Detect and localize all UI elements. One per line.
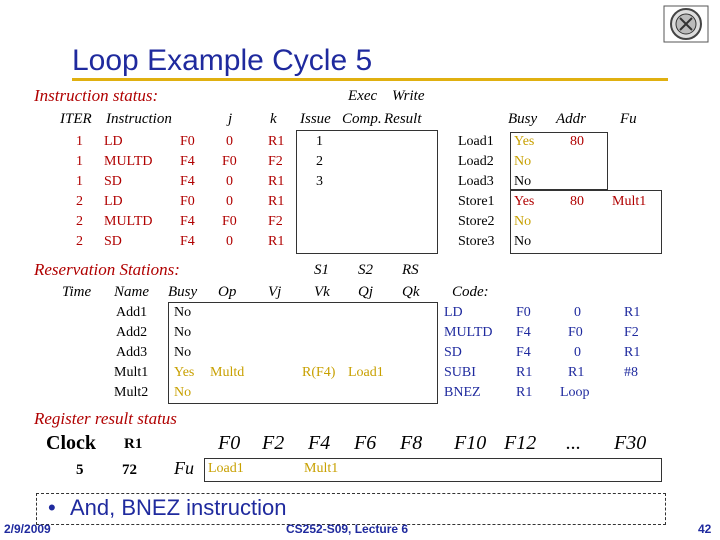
clock-label: Clock <box>46 432 96 454</box>
rs-busy: No <box>174 305 192 320</box>
reg-label: F0 <box>218 432 241 454</box>
code-arg: F0 <box>568 325 583 340</box>
r1-label: R1 <box>124 436 143 452</box>
buffer-busy: No <box>514 234 532 249</box>
buffer-busy: No <box>514 174 532 189</box>
rs-busy: No <box>174 325 192 340</box>
hdr-fu: Fu <box>620 111 637 127</box>
bullet-text: And, BNEZ instruction <box>70 495 287 520</box>
fu-label: Fu <box>174 458 194 478</box>
footer-page-number: 42 <box>698 522 712 536</box>
hdr-j: j <box>228 111 233 127</box>
is-iter: 2 <box>76 194 83 209</box>
hdr-busy: Busy <box>168 284 198 300</box>
hdr-qj: Qj <box>358 284 373 300</box>
reservation-stations-box <box>168 302 438 404</box>
is-k: F2 <box>268 214 283 229</box>
is-dst: F4 <box>180 154 195 169</box>
code-arg: Loop <box>560 385 590 400</box>
hdr-iter: ITER <box>60 111 92 127</box>
is-issue: 1 <box>316 134 323 149</box>
is-op: LD <box>104 134 123 149</box>
rs-busy: No <box>174 385 192 400</box>
code-arg: R1 <box>516 365 533 380</box>
footer-date: 2/9/2009 <box>4 522 51 536</box>
reg-label: F8 <box>400 432 423 454</box>
hdr-vj: Vj <box>268 284 282 300</box>
buffer-name: Store2 <box>458 214 495 229</box>
hdr-result: Result <box>384 111 422 127</box>
is-j: F0 <box>222 214 237 229</box>
rs-name: Add1 <box>116 305 148 320</box>
is-issue: 3 <box>316 174 323 189</box>
footer-course: CS252-S09, Lecture 6 <box>286 522 409 536</box>
rs-name: Mult2 <box>114 385 149 400</box>
is-op: MULTD <box>104 154 153 169</box>
is-j: 0 <box>226 194 233 209</box>
buffer-name: Store3 <box>458 234 495 249</box>
is-k: R1 <box>268 194 285 209</box>
code-op: BNEZ <box>444 385 481 400</box>
university-seal-icon <box>662 4 710 44</box>
rs-qj: Load1 <box>348 365 384 380</box>
is-k: R1 <box>268 174 285 189</box>
buffer-busy: No <box>514 154 532 169</box>
reg-value-f0: Load1 <box>208 461 244 476</box>
is-op: SD <box>104 174 122 189</box>
r1-value: 72 <box>122 462 137 478</box>
title-underline <box>72 78 668 81</box>
reg-label: ... <box>566 432 581 454</box>
hdr-addr: Addr <box>556 111 586 127</box>
hdr-k: k <box>270 111 277 127</box>
buffer-name: Store1 <box>458 194 495 209</box>
reg-value-f4: Mult1 <box>304 461 339 476</box>
buffer-fu: Mult1 <box>612 194 647 209</box>
reg-label: F4 <box>308 432 331 454</box>
hdr-s2: S2 <box>358 262 373 278</box>
rs-name: Mult1 <box>114 365 149 380</box>
hdr-issue: Issue <box>300 111 331 127</box>
is-op: SD <box>104 234 122 249</box>
is-issue: 2 <box>316 154 323 169</box>
hdr-instruction: Instruction <box>106 111 172 127</box>
is-dst: F0 <box>180 194 195 209</box>
reservation-stations-label: Reservation Stations: <box>34 260 180 279</box>
slide-title: Loop Example Cycle 5 <box>72 44 373 77</box>
buffer-busy: Yes <box>514 134 535 149</box>
hdr-name: Name <box>114 284 149 300</box>
code-op: LD <box>444 305 463 320</box>
reg-label: F30 <box>614 432 647 454</box>
code-arg: R1 <box>624 305 641 320</box>
hdr-rs: RS <box>402 262 419 278</box>
buffer-addr: 80 <box>570 134 584 149</box>
rs-name: Add2 <box>116 325 148 340</box>
reg-label: F6 <box>354 432 377 454</box>
is-dst: F4 <box>180 234 195 249</box>
is-k: R1 <box>268 234 285 249</box>
is-iter: 1 <box>76 134 83 149</box>
register-result-box <box>204 458 662 482</box>
buffer-busy: No <box>514 214 532 229</box>
code-arg: F4 <box>516 345 531 360</box>
hdr-vk: Vk <box>314 284 330 300</box>
is-iter: 1 <box>76 174 83 189</box>
reg-label: F2 <box>262 432 285 454</box>
rs-op: Multd <box>210 365 245 380</box>
reg-label: F10 <box>454 432 487 454</box>
is-iter: 2 <box>76 234 83 249</box>
code-arg: F2 <box>624 325 639 340</box>
is-iter: 1 <box>76 154 83 169</box>
code-op: MULTD <box>444 325 493 340</box>
code-arg: R1 <box>624 345 641 360</box>
instruction-status-label: Instruction status: <box>34 86 159 105</box>
buffer-name: Load1 <box>458 134 494 149</box>
register-result-status-label: Register result status <box>34 409 177 428</box>
is-j: F0 <box>222 154 237 169</box>
code-op: SUBI <box>444 365 476 380</box>
hdr-write: Write <box>392 88 425 104</box>
code-arg: 0 <box>574 305 581 320</box>
hdr-exec: Exec <box>348 88 378 104</box>
rs-busy: No <box>174 345 192 360</box>
hdr-busy: Busy <box>508 111 538 127</box>
buffer-addr: 80 <box>570 194 584 209</box>
reg-label: F12 <box>504 432 537 454</box>
is-op: MULTD <box>104 214 153 229</box>
is-j: 0 <box>226 134 233 149</box>
hdr-time: Time <box>62 284 92 300</box>
code-arg: #8 <box>624 365 638 380</box>
is-iter: 2 <box>76 214 83 229</box>
is-k: R1 <box>268 134 285 149</box>
hdr-s1: S1 <box>314 262 329 278</box>
hdr-code: Code: <box>452 284 489 300</box>
rs-vk: R(F4) <box>302 365 336 380</box>
bullet-marker: • <box>48 495 56 520</box>
is-dst: F0 <box>180 134 195 149</box>
rs-busy: Yes <box>174 365 195 380</box>
code-arg: F4 <box>516 325 531 340</box>
code-arg: R1 <box>516 385 533 400</box>
hdr-op: Op <box>218 284 237 300</box>
is-dst: F4 <box>180 214 195 229</box>
is-op: LD <box>104 194 123 209</box>
code-op: SD <box>444 345 462 360</box>
hdr-comp: Comp. <box>342 111 382 127</box>
buffer-busy: Yes <box>514 194 535 209</box>
is-k: F2 <box>268 154 283 169</box>
buffer-name: Load3 <box>458 174 494 189</box>
is-j: 0 <box>226 174 233 189</box>
is-dst: F4 <box>180 174 195 189</box>
clock-value: 5 <box>76 462 84 478</box>
rs-name: Add3 <box>116 345 148 360</box>
code-arg: 0 <box>574 345 581 360</box>
code-arg: R1 <box>568 365 585 380</box>
code-arg: F0 <box>516 305 531 320</box>
buffer-name: Load2 <box>458 154 494 169</box>
is-j: 0 <box>226 234 233 249</box>
hdr-qk: Qk <box>402 284 420 300</box>
